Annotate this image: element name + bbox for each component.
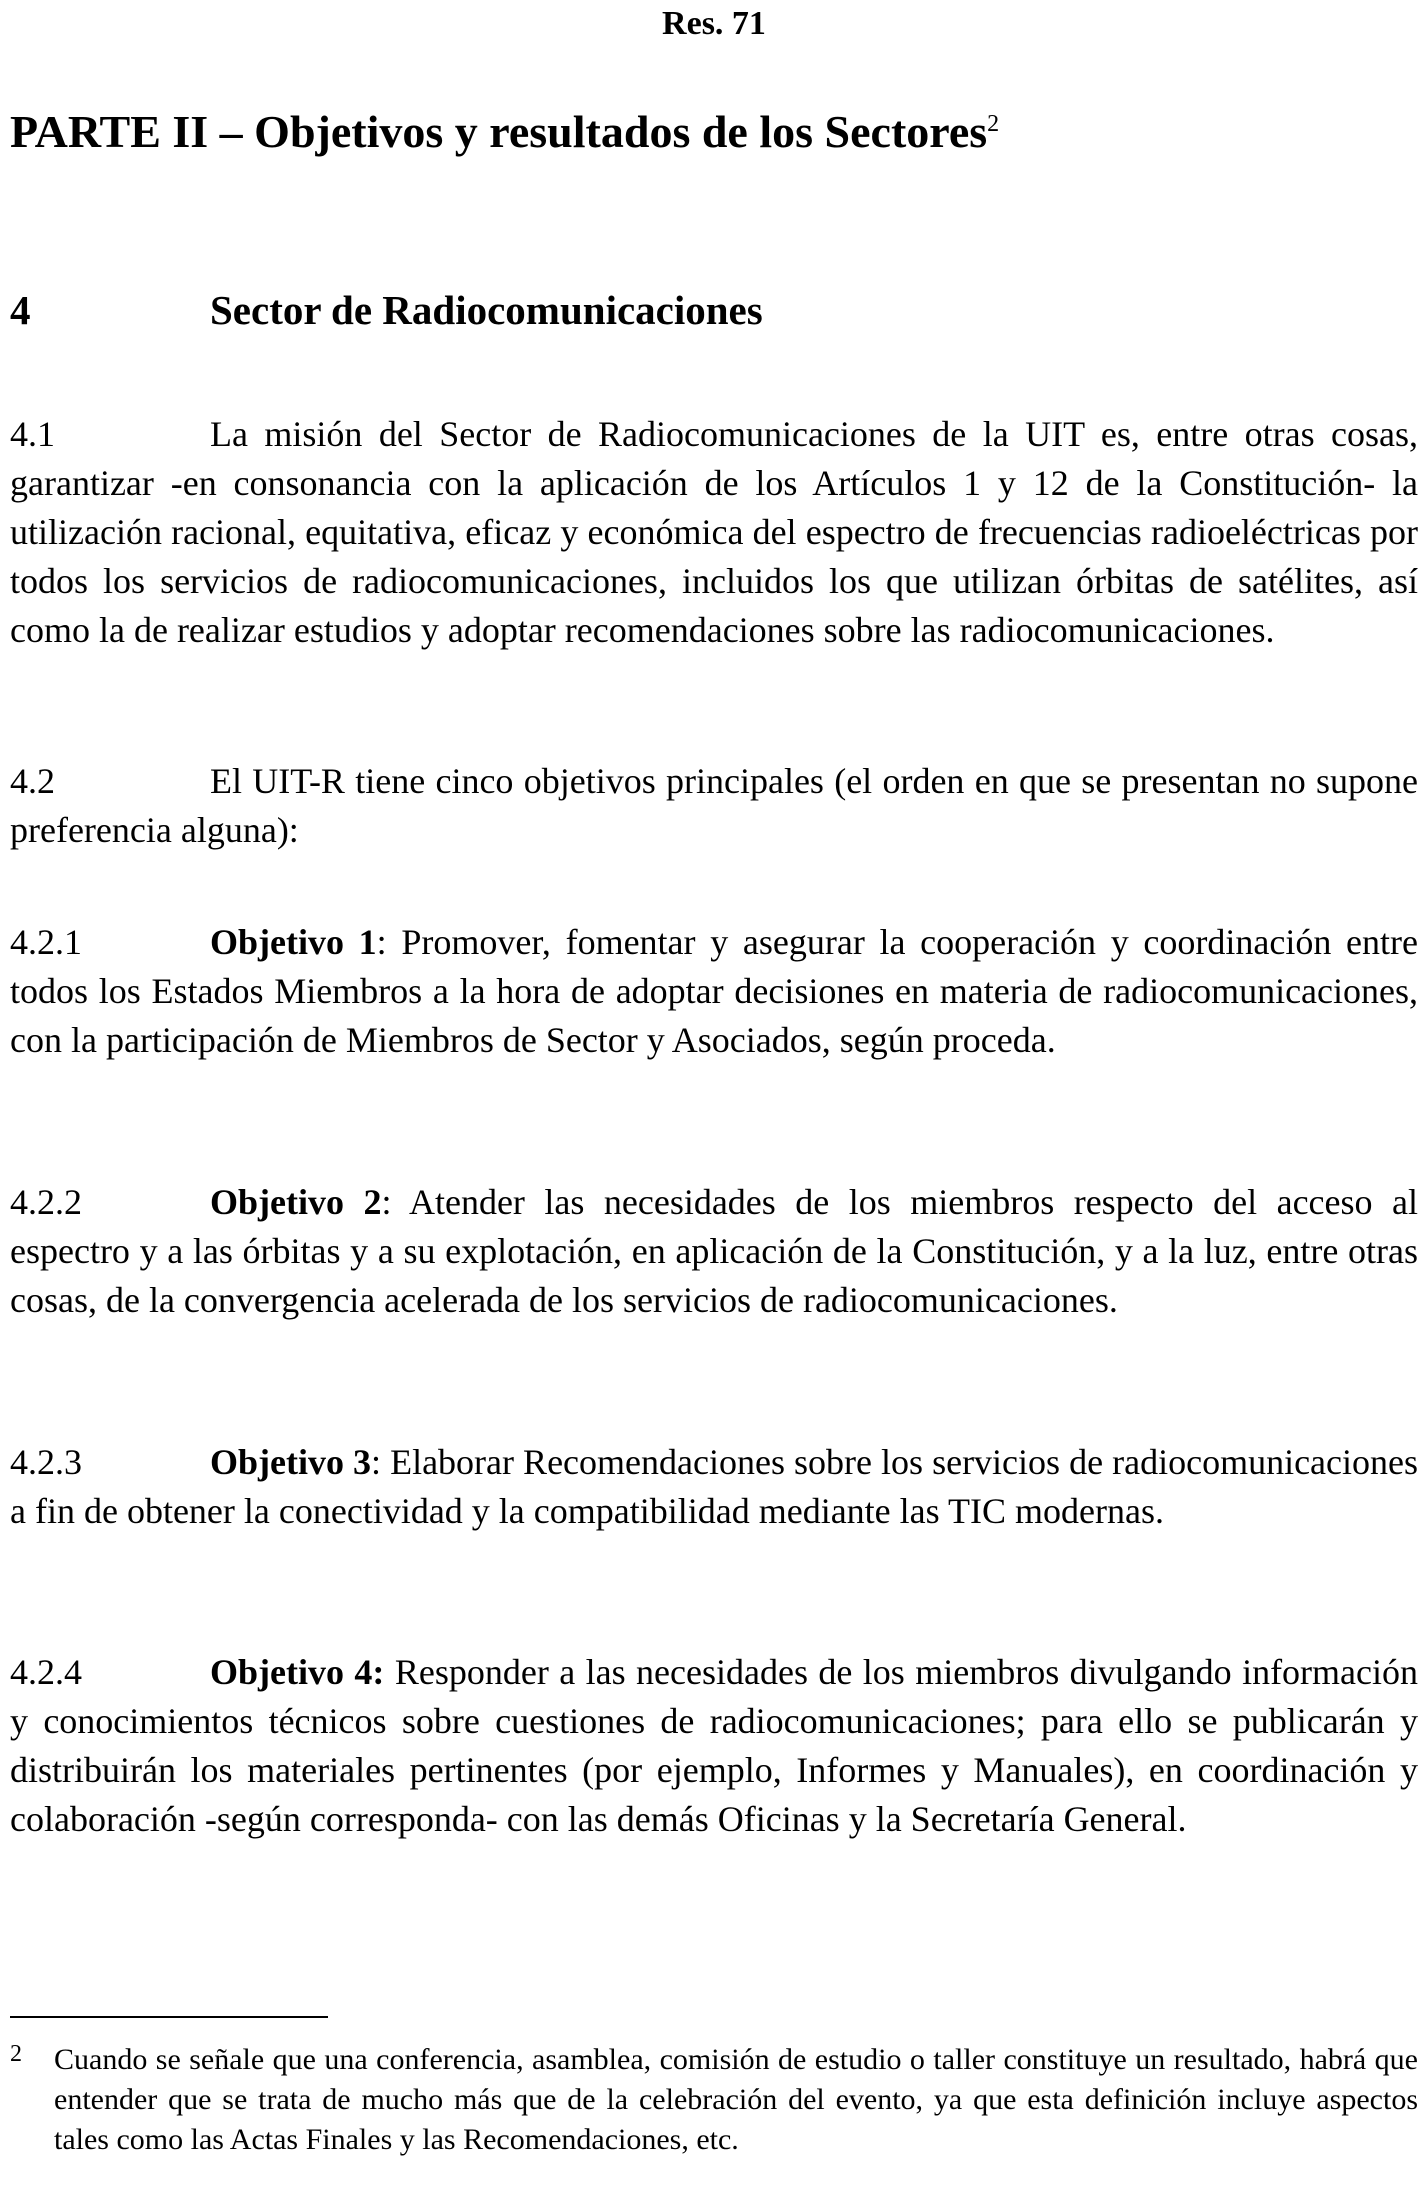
footnote	[10, 2040, 1418, 2160]
paragraph-text: : Elaborar Recomendaciones sobre los servicios de radiocomunicaciones a fin de obtener la conectividad y la compatibilidad mediante las TIC modernas.	[10, 1442, 1418, 1531]
part-title-text: PARTE II – Objetivos y resultados de los Sectores	[10, 106, 988, 157]
footnote-reference[interactable]: 2	[987, 111, 1000, 137]
paragraph-number: 4.1	[10, 414, 55, 454]
objective-label: Objetivo 4:	[210, 1652, 385, 1692]
paragraph-4-1	[10, 410, 1418, 655]
paragraph-number: 4.2	[10, 761, 55, 801]
footnote-mark: 2	[10, 2041, 22, 2067]
paragraph-text: El UIT-R tiene cinco objetivos principales (el orden en que se presentan no supone preferencia alguna):	[10, 761, 1418, 850]
objective-label: Objetivo 3	[210, 1442, 372, 1482]
section-number: 4	[10, 287, 31, 333]
footnote-divider	[10, 2016, 328, 2018]
page-header	[0, 4, 1428, 44]
paragraph-4-2-2	[10, 1178, 1418, 1325]
objective-label: Objetivo 2	[210, 1182, 382, 1222]
paragraph-text: La misión del Sector de Radiocomunicaciones de la UIT es, entre otras cosas, garantizar -en consonancia con la aplicación de los Artículos 1 y 12 de la Constitución- la utilización racional, equitativa, eficaz y económica del espectro de frecuencias radioeléctricas por todos los servicios de radiocomunicaciones, incluidos los que utilizan órbitas de satélites, así como la de realizar estudios y adoptar recomendaciones sobre las radiocomunicaciones.	[10, 414, 1418, 650]
paragraph-4-2-4	[10, 1648, 1418, 1844]
paragraph-number: 4.2.4	[10, 1652, 82, 1692]
paragraph-number: 4.2.2	[10, 1182, 82, 1222]
paragraph-number: 4.2.1	[10, 922, 82, 962]
paragraph-number: 4.2.3	[10, 1442, 82, 1482]
section-heading	[10, 284, 763, 336]
objective-label: Objetivo 1	[210, 922, 377, 962]
paragraph-4-2	[10, 757, 1418, 855]
paragraph-text: Responder a las necesidades de los miembros divulgando información y conocimientos técnicos sobre cuestiones de radiocomunicaciones; para ello se publicarán y distribuirán los materiales pertinentes (por ejemplo, Informes y Manuales), en coordinación y colaboración -según corresponda- con las demás Oficinas y la Secretaría General.	[10, 1652, 1419, 1839]
resolution-label: Res. 71	[662, 5, 766, 42]
paragraph-text: : Atender las necesidades de los miembros respecto del acceso al espectro y a las órbitas y a su explotación, en aplicación de la Constitución, y a la luz, entre otras cosas, de la convergencia acelerada de los servicios de radiocomunicaciones.	[10, 1182, 1418, 1320]
paragraph-4-2-3	[10, 1438, 1418, 1536]
footnote-text: Cuando se señale que una conferencia, asamblea, comisión de estudio o taller constituye un resultado, habrá que entender que se trata de mucho más que de la celebración del evento, ya que esta definición incluye aspectos tales como las Actas Finales y las Recomendaciones, etc.	[54, 2043, 1418, 2156]
part-title	[10, 104, 999, 160]
paragraph-4-2-1	[10, 918, 1418, 1065]
paragraph-text: : Promover, fomentar y asegurar la cooperación y coordinación entre todos los Estados Miembros a la hora de adoptar decisiones en materia de radiocomunicaciones, con la participación de Miembros de Sector y Asociados, según proceda.	[10, 922, 1418, 1060]
section-title: Sector de Radiocomunicaciones	[210, 287, 763, 333]
